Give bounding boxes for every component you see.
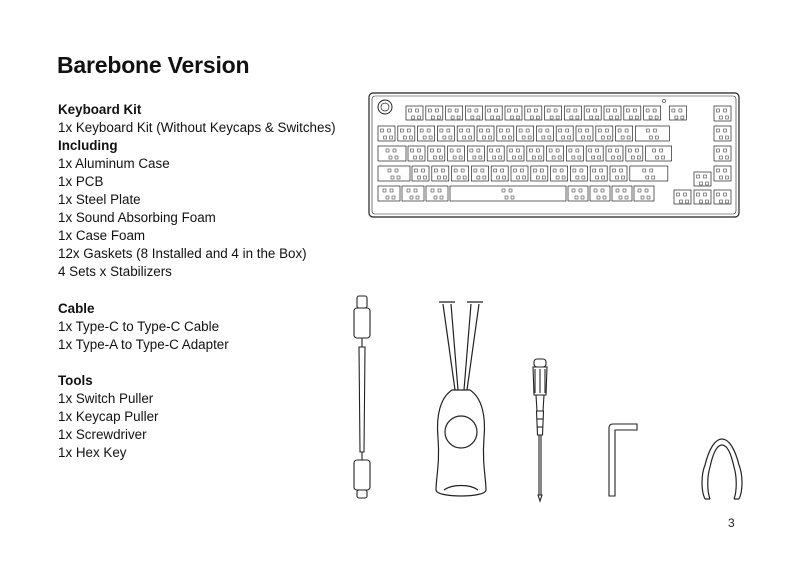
list-item: 1x Aluminum Case: [58, 156, 170, 171]
usb-cable-illustration: [347, 292, 377, 502]
list-item: 4 Sets x Stabilizers: [58, 264, 172, 279]
including-heading: Including: [58, 138, 118, 153]
list-item: 1x Type-A to Type-C Adapter: [58, 337, 229, 352]
list-item: 1x PCB: [58, 174, 104, 189]
keyboard-kit-line: 1x Keyboard Kit (Without Keycaps & Switches): [58, 120, 336, 135]
keyboard-kit-section: [58, 101, 336, 281]
switch-puller-illustration: [699, 435, 745, 505]
list-item: 1x Hex Key: [58, 445, 127, 460]
tools-section: [58, 372, 158, 462]
list-item: 1x Screwdriver: [58, 427, 147, 442]
screwdriver-illustration: [528, 355, 552, 505]
list-item: 1x Steel Plate: [58, 192, 141, 207]
list-item: 1x Case Foam: [58, 228, 146, 243]
keyboard-pcb-illustration: [368, 92, 740, 218]
list-item: 12x Gaskets (8 Installed and 4 in the Box): [58, 246, 307, 261]
page-title: Barebone Version: [57, 52, 250, 78]
keyboard-kit-heading: Keyboard Kit: [58, 102, 142, 117]
tools-heading: Tools: [58, 373, 93, 388]
cable-section: [58, 300, 229, 354]
cable-heading: Cable: [58, 301, 95, 316]
list-item: 1x Keycap Puller: [58, 409, 159, 424]
list-item: 1x Switch Puller: [58, 391, 154, 406]
page-number: 3: [728, 516, 735, 530]
keycap-puller-illustration: [426, 298, 496, 503]
hex-key-illustration: [601, 420, 641, 500]
list-item: 1x Type-C to Type-C Cable: [58, 319, 220, 334]
list-item: 1x Sound Absorbing Foam: [58, 210, 216, 225]
